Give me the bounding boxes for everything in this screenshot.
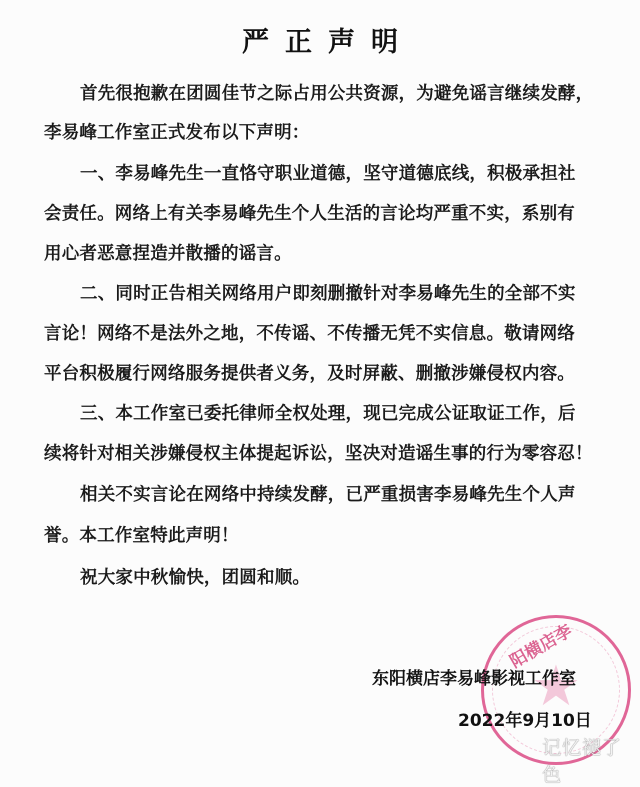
paragraph-line: 誉。本工作室特此声明！ [44, 526, 239, 546]
paragraph-line: 续将针对相关涉嫌侵权主体提起诉讼，坚决对造谣生事的行为零容忍！ [44, 444, 593, 464]
paragraph-line: 言论！网络不是法外之地，不传谣、不传播无凭不实信息。敬请网络 [44, 324, 575, 344]
paragraph-line: 相关不实言论在网络中持续发酵，已严重损害李易峰先生个人声 [80, 485, 576, 505]
paragraph-line: 李易峰工作室正式发布以下声明： [44, 123, 310, 143]
paragraph-line: 祝大家中秋愉快，团圆和顺。 [80, 568, 311, 588]
star-icon: ★ [530, 654, 582, 720]
paragraph-line: 用心者恶意捏造并散播的谣言。 [44, 244, 292, 264]
document-date: 2022年9月10日 [458, 711, 592, 731]
paragraph-line: 首先很抱歉在团圆佳节之际占用公共资源，为避免谣言继续发酵， [80, 84, 594, 104]
document-title: 严正声明 [242, 27, 414, 58]
watermark-text: 记忆褪了色 [542, 737, 623, 786]
paragraph-line: 三、本工作室已委托律师全权处理，现已完成公证取证工作，后 [80, 404, 576, 424]
seal-text: 阳横店李 [506, 621, 576, 673]
paragraph-line: 平台积极履行网络服务提供者义务，及时屏蔽、删撤涉嫌侵权内容。 [44, 364, 575, 384]
paragraph-line: 二、同时正告相关网络用户即刻删撤针对李易峰先生的全部不实 [80, 284, 576, 304]
paragraph-line: 一、李易峰先生一直恪守职业道德，坚守道德底线，积极承担社 [80, 164, 576, 184]
signatory-name: 东阳横店李易峰影视工作室 [372, 669, 576, 689]
paragraph-line: 会责任。网络上有关李易峰先生个人生活的言论均严重不实，系别有 [44, 204, 575, 224]
